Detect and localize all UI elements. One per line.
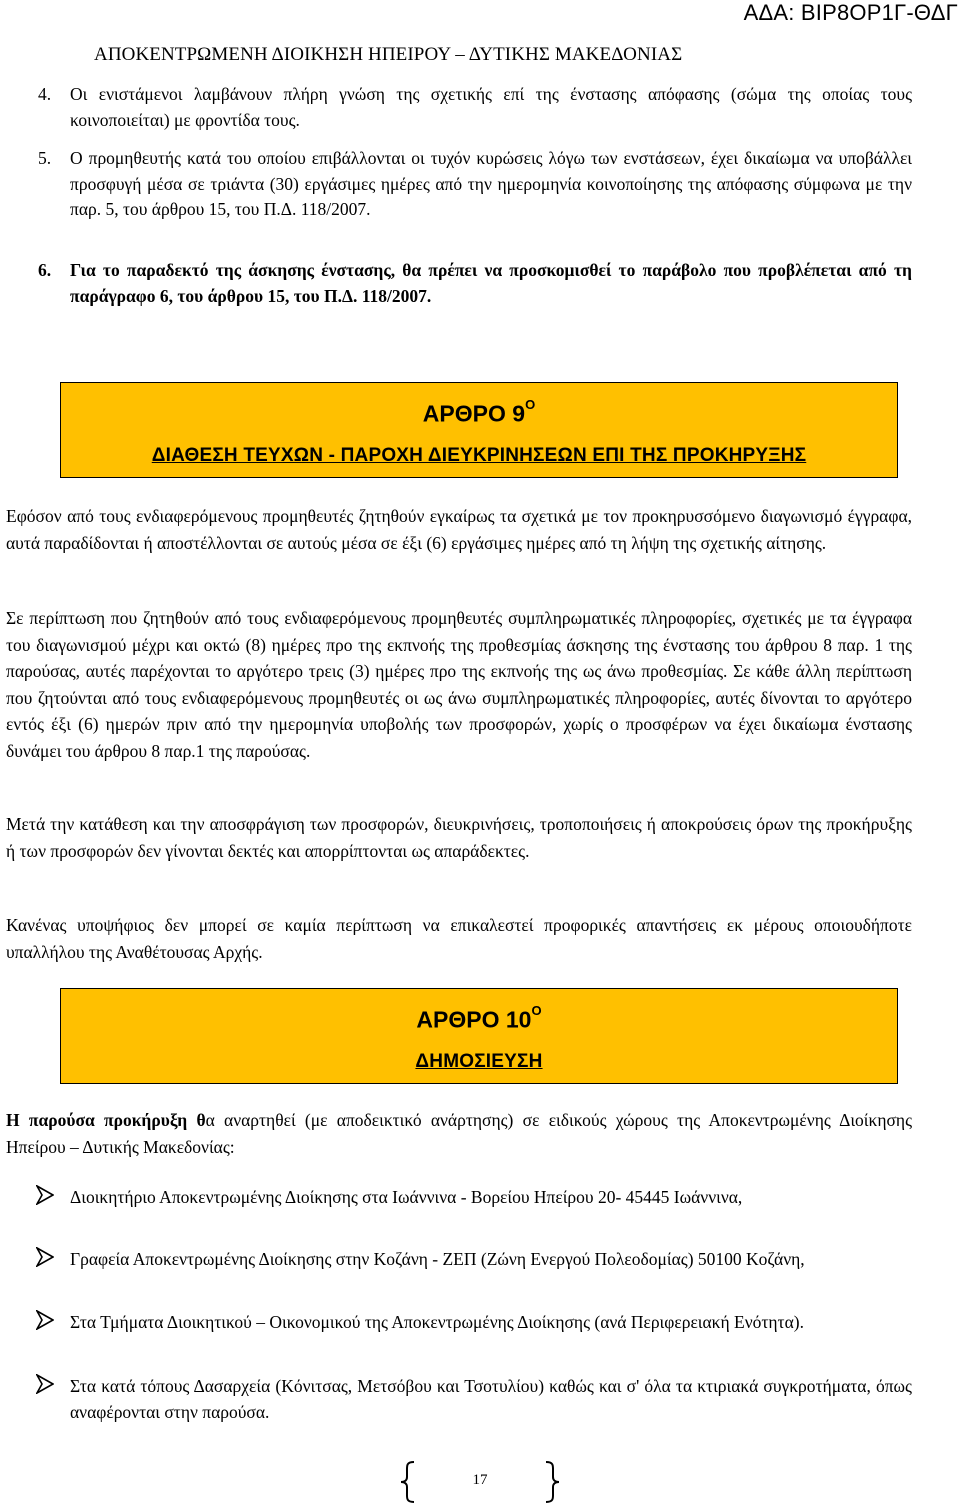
article-9-title — [61, 393, 897, 430]
article-9-box — [60, 382, 898, 478]
paragraph: Κανένας υποψήφιος δεν μπορεί σε καμία περίπτωση να επικαλεστεί προφορικές απαντήσεις εκ μέρους οποιουδήποτε υπαλλήλου της Αναθέτουσας Αρχής. — [6, 915, 912, 962]
organization-header: ΑΠΟΚΕΝΤΡΩΜΕΝΗ ΔΙΟΙΚΗΣΗ ΗΠΕΙΡΟΥ – ΔΥΤΙΚΗΣ ΜΑΚΕΔΟΝΙΑΣ — [94, 44, 683, 65]
page-number: 17 — [472, 1472, 488, 1488]
list-item-text: Για το παραδεκτό της άσκησης ένστασης, θα πρέπει να προσκομισθεί το παράβολο που προβλέπεται από τη παράγραφο 6, του άρθρου 15, του Π.Δ. 118/2007. — [70, 260, 912, 306]
article-9-subtitle: ΔΙΑΘΕΣΗ ΤΕΥΧΩΝ - ΠΑΡΟΧΗ ΔΙΕΥΚΡΙΝΗΣΕΩΝ ΕΠΙ ΤΗΣ ΠΡΟΚΗΡΥΞΗΣ — [151, 444, 807, 466]
list-item-number: 6. — [38, 260, 52, 280]
article-9-title-text: ΑΡΘΡΟ 9 — [422, 400, 526, 427]
article-10-box — [60, 988, 898, 1084]
arrow-bullet-icon — [36, 1310, 54, 1330]
bullet-text: Διοικητήριο Αποκεντρωμένης Διοίκησης στα Ιωάννινα - Βορείου Ηπείρου 20- 45445 Ιωάννινα, — [70, 1187, 743, 1207]
list-item — [36, 1373, 912, 1425]
list-item-text: Ο προμηθευτής κατά του οποίου επιβάλλονται οι τυχόν κυρώσεις λόγω των ενστάσεων, έχει δικαίωμα να υποβάλλει προσφυγή μέσα σε τριάντα (30) εργάσιμες ημέρες από την ημερομηνία κοινοποίησης της απόφασης σύμφωνα με την παρ. 5, του άρθρου 15, του Π.Δ. 118/2007. — [70, 148, 912, 219]
list-item — [36, 1309, 912, 1335]
paragraph: Μετά την κατάθεση και την αποσφράγιση των προσφορών, διευκρινήσεις, τροποποιήσεις ή αποκρούσεις όρων της προκήρυξης ή των προσφορών δεν γίνονται δεκτές και απορρίπτονται ως απαράδεκτες. — [6, 814, 912, 861]
paragraph: Εφόσον από τους ενδιαφερόμενους προμηθευτές ζητηθούν εγκαίρως τα σχετικά με τον προκηρυσσόμενο διαγωνισμό έγγραφα, αυτά παραδίδονται ή αποστέλλονται σε αυτούς μέσα σε έξι (6) εργάσιμες ημέρες από τη λήψη της σχετικής αίτησης. — [6, 506, 912, 553]
publication-rest: α αναρτηθεί (με αποδεικτικό ανάρτησης) σε ειδικούς χώρους της Αποκεντρωμένης Διοίκησης Ηπείρου – Δυτικής Μακεδονίας: — [6, 1110, 912, 1157]
bullet-text: Γραφεία Αποκεντρωμένης Διοίκησης στην Κοζάνη - ΖΕΠ (Ζώνη Ενεργού Πολεοδομίας) 50100 Κοζάνη, — [70, 1249, 805, 1269]
paragraph: Σε περίπτωση που ζητηθούν από τους ενδιαφερόμενους προμηθευτές συμπληρωματικές πληροφορίες, σχετικές με τα έγγραφα του διαγωνισμού μέχρι και οκτώ (8) ημέρες προ της εκπνοής της προθεσμίας άσκησης της ένστασης του άρθρου 8 παρ. 1 της παρούσας, αυτές παρέχονται το αργότερο τρεις (3) ημέρες προ της εκπνοής της ως άνω προθεσμίας. Σε κάθε άλλη περίπτωση που ζητούνται από τους ενδιαφερόμενους προμηθευτές οι ως άνω συμπληρωματικές πληροφορίες, αυτές δίνονται το αργότερο εντός έξι (6) ημερών πριν από την ημερομηνία υποβολής των προσφορών, χωρίς ο προσφέρων να έχει δικαίωμα ένστασης δυνάμει του άρθρου 8 παρ.1 της παρούσας. — [6, 608, 912, 761]
list-item-number: 4. — [38, 84, 52, 104]
bullet-text: Στα Τμήματα Διοικητικού – Οικονομικού της Αποκεντρωμένης Διοίκησης (ανά Περιφερειακή Ενότητα). — [70, 1312, 804, 1332]
article-10-title — [61, 999, 897, 1036]
article-10-subtitle: ΔΗΜΟΣΙΕΥΣΗ — [415, 1050, 543, 1072]
list-item — [38, 82, 912, 133]
publication-bold-lead: Η παρούσα προκήρυξη θ — [6, 1110, 206, 1130]
ada-code: ΑΔΑ: ΒΙΡ8ΟΡ1Γ-ΘΔΓ — [743, 0, 958, 25]
arrow-bullet-icon — [36, 1247, 54, 1267]
list-item-number: 5. — [38, 148, 52, 168]
article-9-title-sup: Ο — [525, 397, 536, 412]
list-item — [36, 1184, 912, 1210]
list-item — [38, 258, 912, 309]
publication-paragraph — [6, 1107, 912, 1160]
list-item — [38, 146, 912, 223]
list-item-text: Οι ενιστάμενοι λαμβάνουν πλήρη γνώση της σχετικής επί της ένστασης απόφασης (σώμα της οποίας τους κοινοποιείται) με φροντίδα τους. — [70, 84, 912, 130]
arrow-bullet-icon — [36, 1185, 54, 1205]
bullet-text: Στα κατά τόπους Δασαρχεία (Κόνιτσας, Μετσόβου και Τσοτυλίου) καθώς και σ' όλα τα κτιριακά συγκροτήματα, όπως αναφέρονται στην παρούσα. — [70, 1376, 912, 1422]
article-10-title-text: ΑΡΘΡΟ 10 — [416, 1006, 532, 1033]
list-item — [36, 1246, 912, 1272]
article-10-title-sup: Ο — [531, 1003, 542, 1018]
arrow-bullet-icon — [36, 1374, 54, 1394]
page-footer — [0, 1460, 960, 1504]
right-brace-icon — [542, 1460, 562, 1504]
